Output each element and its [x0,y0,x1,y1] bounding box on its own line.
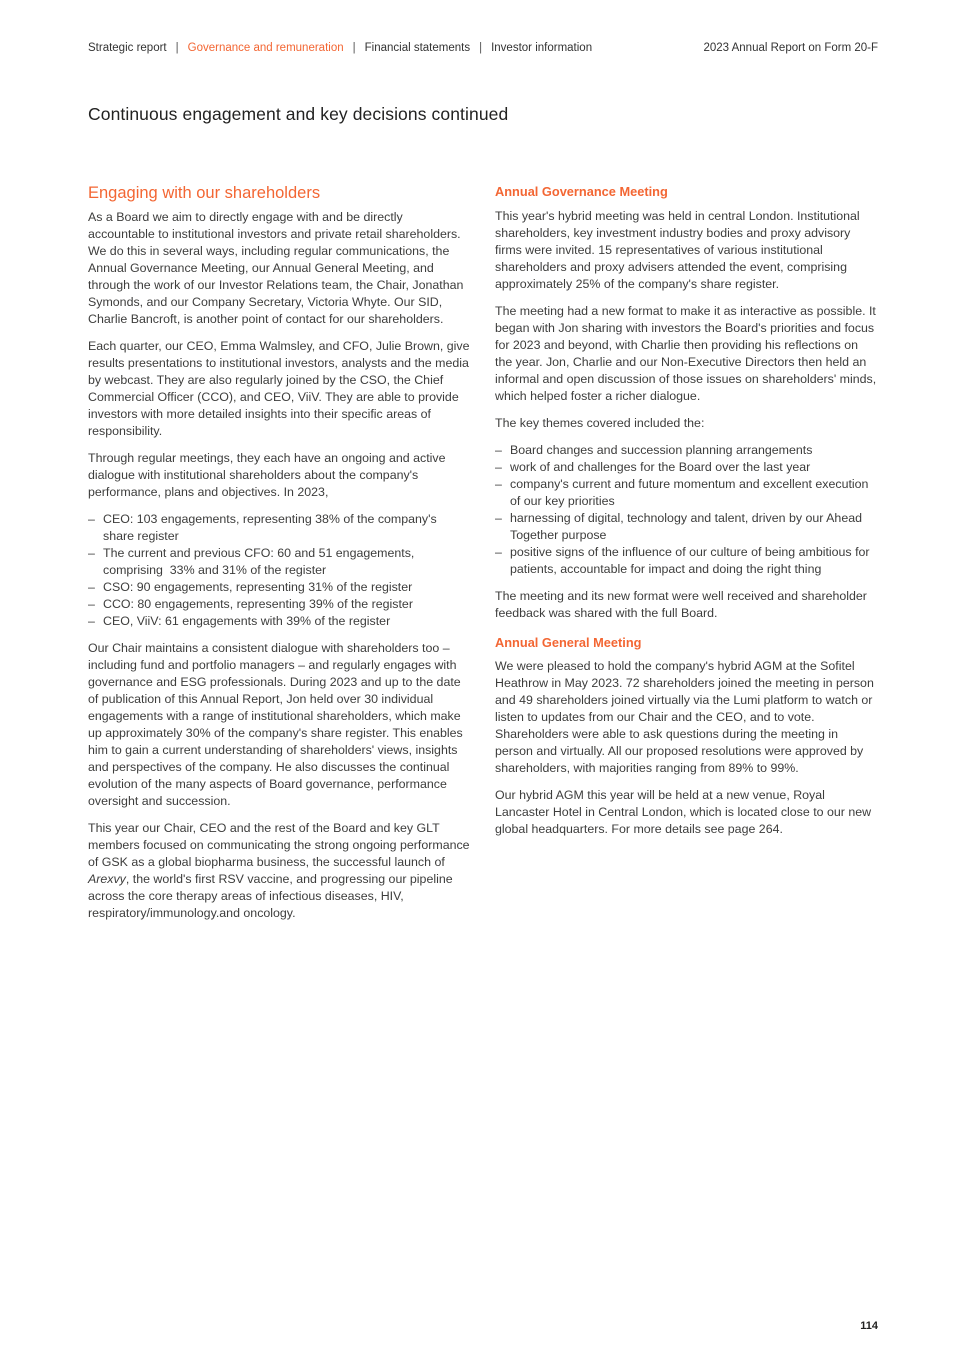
list-item [495,476,878,510]
paragraph-agm-next-venue: Our hybrid AGM this year will be held at a new venue, Royal Lancaster Hotel in Central London, which is located close to our new global headquarters. For more details see page 264. [495,788,872,837]
list-item [88,545,471,579]
content-columns [88,184,878,932]
dash-marker: – [88,597,95,612]
list-item [88,579,471,596]
list-item-text: harnessing of digital, technology and talent, driven by our Ahead Together purpose [510,510,866,542]
list-item [88,613,471,630]
page-header [88,42,878,54]
paragraph-hybrid-meeting: This year's hybrid meeting was held in central London. Institutional shareholders, key investment industry bodies and proxy advisory firms were invited. 15 representatives of various institutional shareholders and proxy advisers attended the event, comprising approximately 25% of the company's share register. [495,208,860,291]
dash-marker: – [88,580,95,595]
section-heading-annual-general-meeting: Annual General Meeting [495,634,642,650]
right-column [495,184,878,932]
list-item [88,511,471,545]
dash-marker: – [495,442,502,457]
paragraph-quarterly-results: Each quarter, our CEO, Emma Walmsley, and CFO, Julie Brown, give results presentations to institutional investors, analysts and the media by webcast. They are also regularly joined by the CSO, the Chief Commercial Officer (CCO), and CEO, ViiV. They are able to provide investors with more detailed insights into their specific areas of responsibility. [88,339,470,439]
list-item-text: Board changes and succession planning arrangements [510,442,813,457]
nav-financial-statements: Financial statements [364,42,471,54]
list-item-text: The current and previous CFO: 60 and 51 engagements, comprising 33% and 31% of the register [103,546,418,578]
report-title: 2023 Annual Report on Form 20-F [703,42,878,54]
nav-strategic-report: Strategic report [88,42,167,54]
engagements-list [88,511,471,630]
dash-marker: – [495,510,502,525]
dash-marker: – [88,546,95,561]
nav-governance-and-remuneration: Governance and remuneration [187,42,344,54]
paragraph-board-engagement: As a Board we aim to directly engage with and be directly accountable to institutional investors and private retail shareholders. We do this in several ways, including regular communications, the Annual Governance Meeting, our Annual General Meeting, and through the work of our Investor Relations team, the Chair, Jonathan Symonds, and our Company Secretary, Victoria Whyte. Our SID, Charlie Bancroft, is another point of contact for our shareholders. [88,210,464,327]
paragraph-part: This year our Chair, CEO and the rest of the Board and key GLT members focused on communicating the strong ongoing performance of GSK as a global biopharma business, the successful launch of [88,820,470,869]
italic-product-name: Arexvy [88,871,126,886]
dash-marker: – [495,459,502,474]
list-item-text: positive signs of the influence of our culture of being ambitious for patients, accountable for impact and doing the right thing [510,544,873,576]
left-column [88,184,471,932]
paragraph-part: , the world's first RSV vaccine, and progressing our pipeline across the core therapy areas of infectious diseases, HIV, respiratory/immunology.and oncology. [88,871,453,920]
list-item [495,442,878,459]
dash-marker: – [495,544,502,559]
list-item-text: CEO, ViiV: 61 engagements with 39% of the register [103,614,391,629]
list-item-text: company's current and future momentum and excellent execution of our key priorities [510,476,872,508]
list-item [88,596,471,613]
list-item-text: CEO: 103 engagements, representing 38% of the company's share register [103,512,441,544]
key-themes-list [495,442,878,578]
nav-separator: | [352,42,356,54]
page-title: Continuous engagement and key decisions continued [88,104,509,124]
dash-marker: – [88,512,95,527]
paragraph-meeting-format: The meeting had a new format to make it as interactive as possible. It began with Jon sharing with investors the Board's priorities and focus for 2023 and beyond, with Charlie then providing his reflections on the year. Jon, Charlie and our Non-Executive Directors then held an informal and open discussion of those issues on shareholders' minds, which helped foster a richer dialogue. [495,303,877,403]
page-number: 114 [860,1320,878,1332]
list-item-text: CCO: 80 engagements, representing 39% of the register [103,597,413,612]
list-item-text: CSO: 90 engagements, representing 31% of the register [103,580,413,595]
nav-separator: | [479,42,483,54]
nav-separator: | [175,42,179,54]
list-item [495,510,878,544]
paragraph-agm-details: We were pleased to hold the company's hybrid AGM at the Sofitel Heathrow in May 2023. 72 shareholders joined the meeting in person and 49 shareholders joined virtually via the Lumi platform to watch or listen to updates from our Chair and the CEO, and to vote. Shareholders were able to ask questions during the meeting in person and virtually. All our proposed resolutions were approved by shareholders, with majorities ranging from 89% to 99%. [495,659,874,776]
list-item-text: work of and challenges for the Board over the last year [510,459,811,474]
paragraph-key-themes-intro: The key themes covered included the: [495,415,705,430]
nav-investor-information: Investor information [491,42,593,54]
header-nav [88,42,592,54]
dash-marker: – [495,476,502,491]
paragraph-year-communication [88,820,471,922]
paragraph-chair-dialogue: Our Chair maintains a consistent dialogue with shareholders too – including fund and portfolio managers – and regularly engages with governance and ESG professionals. During 2023 and up to the date of publication of this Annual Report, Jon held over 30 individual engagements with a range of institutional shareholders, which make up approximately 30% of the company's share register. This enables him to gain a current understanding of shareholders' views, insights and perspectives of the company. He also discusses the continual evolution of the many aspects of Board governance, performance oversight and succession. [88,641,463,808]
list-item [495,459,878,476]
paragraph-regular-meetings: Through regular meetings, they each have an ongoing and active dialogue with institutional shareholders about the company's performance, plans and objectives. In 2023, [88,451,446,500]
list-item [495,544,878,578]
section-heading-engaging-shareholders: Engaging with our shareholders [88,184,321,203]
dash-marker: – [88,614,95,629]
paragraph-meeting-feedback: The meeting and its new format were well received and shareholder feedback was shared with the full Board. [495,588,867,620]
section-heading-annual-governance-meeting: Annual Governance Meeting [495,184,668,200]
